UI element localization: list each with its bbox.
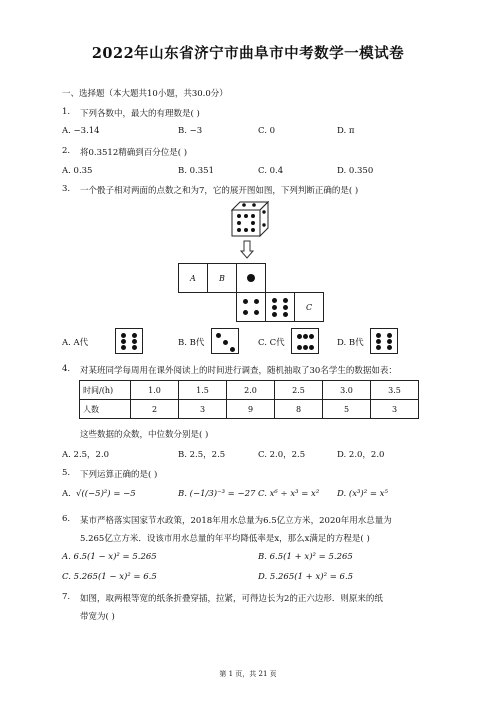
reading-time-table (79, 380, 419, 419)
table-cell: 3.5 (371, 381, 419, 400)
table-cell: 3 (179, 400, 227, 419)
net-label-a: A (190, 274, 196, 283)
q3-option-b-face (211, 328, 239, 354)
net-face-one (236, 263, 266, 293)
page-footer: 第 1 页，共 21 页 (219, 670, 277, 678)
q4-option-a: A. 2.5，2.0 (62, 450, 110, 460)
table-cell: 3.0 (323, 381, 371, 400)
q2-option-d: D. 0.350 (337, 166, 374, 176)
net-face-a (178, 263, 208, 293)
q6-text-line1: 某市严格落实国家节水政策，2018年用水总量为6.5亿立方米，2020年用水总量为 (80, 516, 392, 526)
q1-option-d: D. π (337, 126, 355, 136)
table-cell: 2 (131, 400, 179, 419)
q3-option-d: D. B代 (337, 338, 364, 348)
table-cell: 1.0 (131, 381, 179, 400)
net-label-b: B (219, 274, 225, 283)
q2-text: 将0.3512精确到百分位是( ) (80, 148, 188, 158)
q6-number: 6. (62, 514, 71, 524)
q5-option-a-label: A. (62, 489, 71, 499)
net-face-four (236, 292, 266, 322)
q2-number: 2. (62, 146, 71, 156)
table-row (80, 381, 419, 400)
q1-option-b: B. −3 (178, 126, 203, 136)
q7-text-line2: 带宽为( ) (80, 612, 115, 622)
q1-number: 1. (62, 107, 71, 117)
q3-option-a-face (115, 328, 143, 354)
q5-option-d: D. (x³)² = x⁵ (337, 489, 388, 499)
q6-option-c: C. 5.265(1 − x)² = 6.5 (62, 572, 157, 582)
net-label-c: C (306, 303, 313, 312)
net-face-c (294, 292, 324, 322)
q6-option-a: A. 6.5(1 − x)² = 5.265 (62, 552, 157, 562)
q5-text: 下列运算正确的是( ) (80, 470, 158, 480)
q7-text-line1: 如图，取两根等宽的纸条折叠穿插，拉紧，可得边长为2的正六边形．则原来的纸 (80, 594, 383, 604)
dice-3d-figure (230, 200, 270, 238)
net-face-b (207, 263, 237, 293)
net-face-six (265, 292, 295, 322)
table-cell: 8 (275, 400, 323, 419)
q3-option-a: A. A代 (62, 338, 89, 348)
q2-option-a: A. 0.35 (62, 166, 93, 176)
q3-option-d-face (370, 328, 398, 354)
table-cell: 2.0 (227, 381, 275, 400)
q1-option-a: A. −3.14 (62, 126, 100, 136)
q1-text: 下列各数中，最大的有理数是( ) (80, 109, 200, 119)
q2-option-c: C. 0.4 (258, 166, 284, 176)
q5-number: 5. (62, 468, 71, 478)
page-title: 2022年山东省济宁市曲阜市中考数学一模试卷 (91, 45, 405, 62)
q4-option-c: C. 2.0，2.5 (258, 450, 306, 460)
q6-option-b: B. 6.5(1 + x)² = 5.265 (258, 552, 353, 562)
q1-option-c: C. 0 (258, 126, 276, 136)
q5-option-b: B. (−1/3)⁻³ = −27 (178, 489, 256, 499)
q4-followup: 这些数据的众数，中位数分别是( ) (80, 430, 209, 440)
q2-option-b: B. 0.351 (178, 166, 214, 176)
table-cell: 1.5 (179, 381, 227, 400)
table-cell: 3 (371, 400, 419, 419)
table-cell: 时间/(h) (80, 381, 131, 400)
section-heading: 一、选择题（本大题共10小题，共30.0分） (62, 89, 228, 99)
q4-text: 对某班同学每周用在课外阅读上的时间进行调查，随机抽取了30名学生的数据如表： (80, 366, 397, 376)
q6-option-d: D. 5.265(1 + x)² = 6.5 (258, 572, 354, 582)
table-cell: 5 (323, 400, 371, 419)
q3-option-c-face (291, 328, 319, 354)
q3-option-c: C. C代 (258, 338, 285, 348)
q4-number: 4. (62, 364, 71, 374)
table-cell: 人数 (80, 400, 131, 419)
down-arrow-icon (240, 240, 254, 260)
table-cell: 2.5 (275, 381, 323, 400)
q3-text: 一个骰子相对两面的点数之和为7，它的展开图如图，下列判断正确的是( ) (80, 186, 359, 196)
q5-option-c: C. x⁶ ÷ x³ = x² (258, 489, 320, 499)
q7-number: 7. (62, 592, 71, 602)
q5-option-a: √((−5)²) = −5 (76, 489, 136, 499)
q3-number: 3. (62, 184, 71, 194)
q4-option-b: B. 2.5，2.5 (178, 450, 226, 460)
q4-option-d: D. 2.0，2.0 (337, 450, 385, 460)
table-cell: 9 (227, 400, 275, 419)
q3-option-b: B. B代 (178, 338, 205, 348)
q6-text-line2: 5.265亿立方米．设该市用水总量的年平均降低率是x，那么x满足的方程是( ) (80, 534, 370, 544)
table-row (80, 400, 419, 419)
